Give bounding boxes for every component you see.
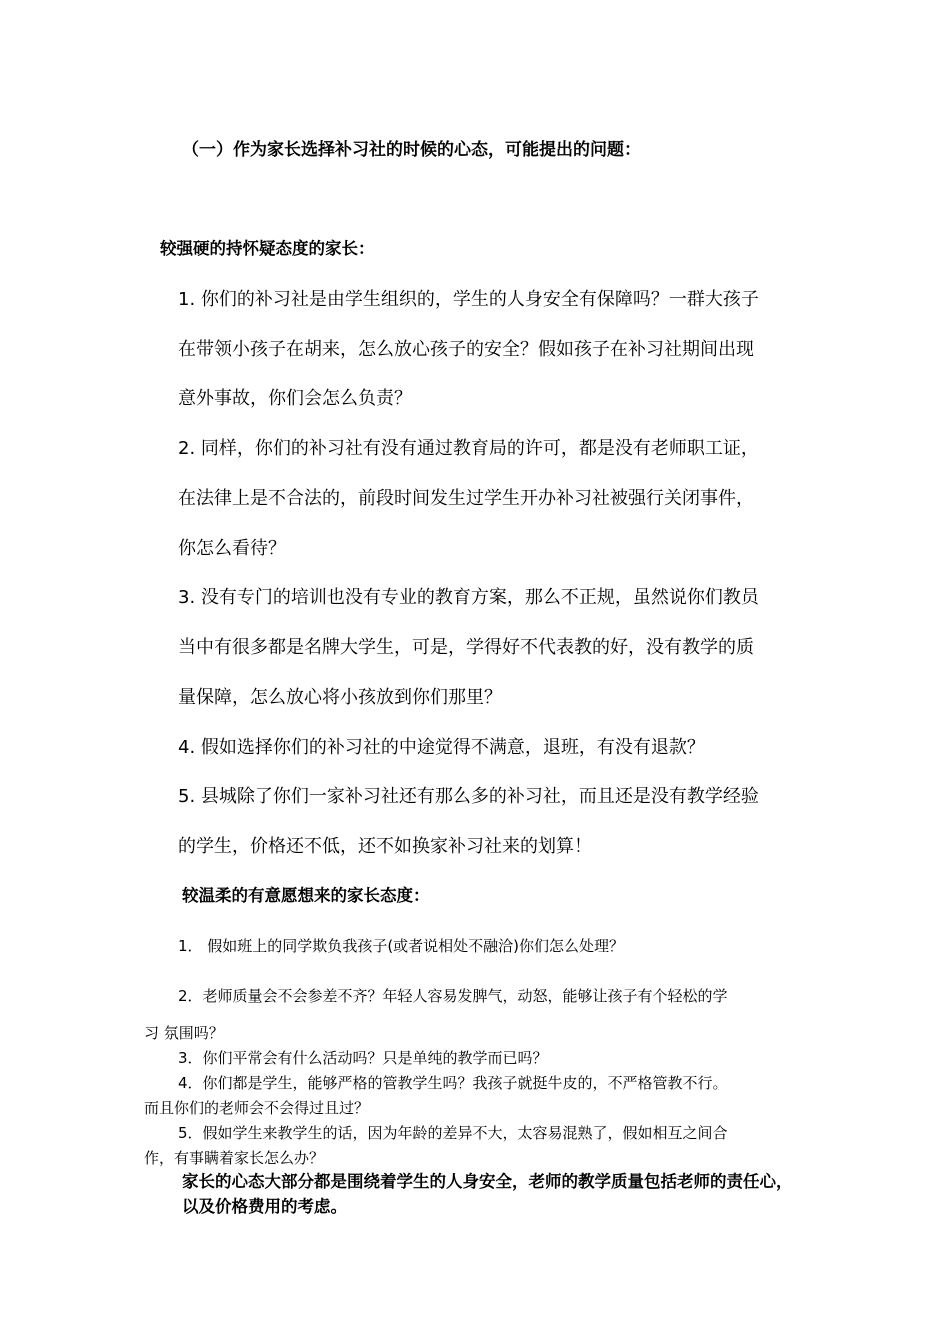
question-line: 习 氛围吗？ xyxy=(144,1024,224,1042)
question-line: 而且你们的老师会不会得过且过？ xyxy=(144,1099,370,1117)
paragraph-line: 在法律上是不合法的，前段时间发生过学生开办补习社被强行关闭事件， xyxy=(178,488,754,509)
question-line: 4．你们都是学生，能够严格的管教学生吗？我孩子就挺牛皮的，不严格管教不行。 xyxy=(178,1074,728,1092)
question-line: 1． 假如班上的同学欺负我孩子(或者说相处不融洽)你们怎么处理？ xyxy=(178,937,625,955)
summary-line: 家长的心态大部分都是围绕着学生的人身安全，老师的教学质量包括老师的责任心， xyxy=(182,1172,793,1191)
page-heading: （一）作为家长选择补习社的时候的心态，可能提出的问题： xyxy=(182,140,641,160)
question-line: 作，有事瞒着家长怎么办？ xyxy=(144,1149,325,1167)
paragraph-line: 2. 同样，你们的补习社有没有通过教育局的许可，都是没有老师职工证， xyxy=(178,438,759,459)
paragraph-line: 4. 假如选择你们的补习社的中途觉得不满意，退班，有没有退款？ xyxy=(178,737,705,758)
question-line: 3．你们平常会有什么活动吗？只是单纯的教学而已吗？ xyxy=(178,1049,548,1067)
paragraph-line: 5. 县城除了你们一家补习社还有那么多的补习社，而且还是没有教学经验 xyxy=(178,786,759,807)
paragraph-line: 1. 你们的补习社是由学生组织的，学生的人身安全有保障吗？一群大孩子 xyxy=(178,289,759,310)
question-line: 5．假如学生来教学生的话，因为年龄的差异不大，太容易混熟了，假如相互之间合 xyxy=(178,1124,728,1142)
paragraph-line: 你怎么看待？ xyxy=(178,538,286,559)
paragraph-line: 的学生，价格还不低，还不如换家补习社来的划算！ xyxy=(178,836,592,857)
paragraph-line: 量保障，怎么放心将小孩放到你们那里？ xyxy=(178,687,502,708)
section-title-skeptical-parents: 较强硬的持怀疑态度的家长： xyxy=(160,239,375,258)
paragraph-line: 意外事故，你们会怎么负责？ xyxy=(178,388,412,409)
paragraph-line: 当中有很多都是名牌大学生，可是，学得好不代表教的好，没有教学的质 xyxy=(178,637,754,658)
paragraph-line: 在带领小孩子在胡来，怎么放心孩子的安全？假如孩子在补习社期间出现 xyxy=(178,339,754,360)
paragraph-line: 3. 没有专门的培训也没有专业的教育方案，那么不正规，虽然说你们教员 xyxy=(178,587,759,608)
section-title-willing-parents: 较温柔的有意愿想来的家长态度： xyxy=(182,886,430,905)
question-line: 2．老师质量会不会参差不齐？年轻人容易发脾气，动怒，能够让孩子有个轻松的学 xyxy=(178,987,728,1005)
summary-line: 以及价格费用的考虑。 xyxy=(182,1197,347,1216)
